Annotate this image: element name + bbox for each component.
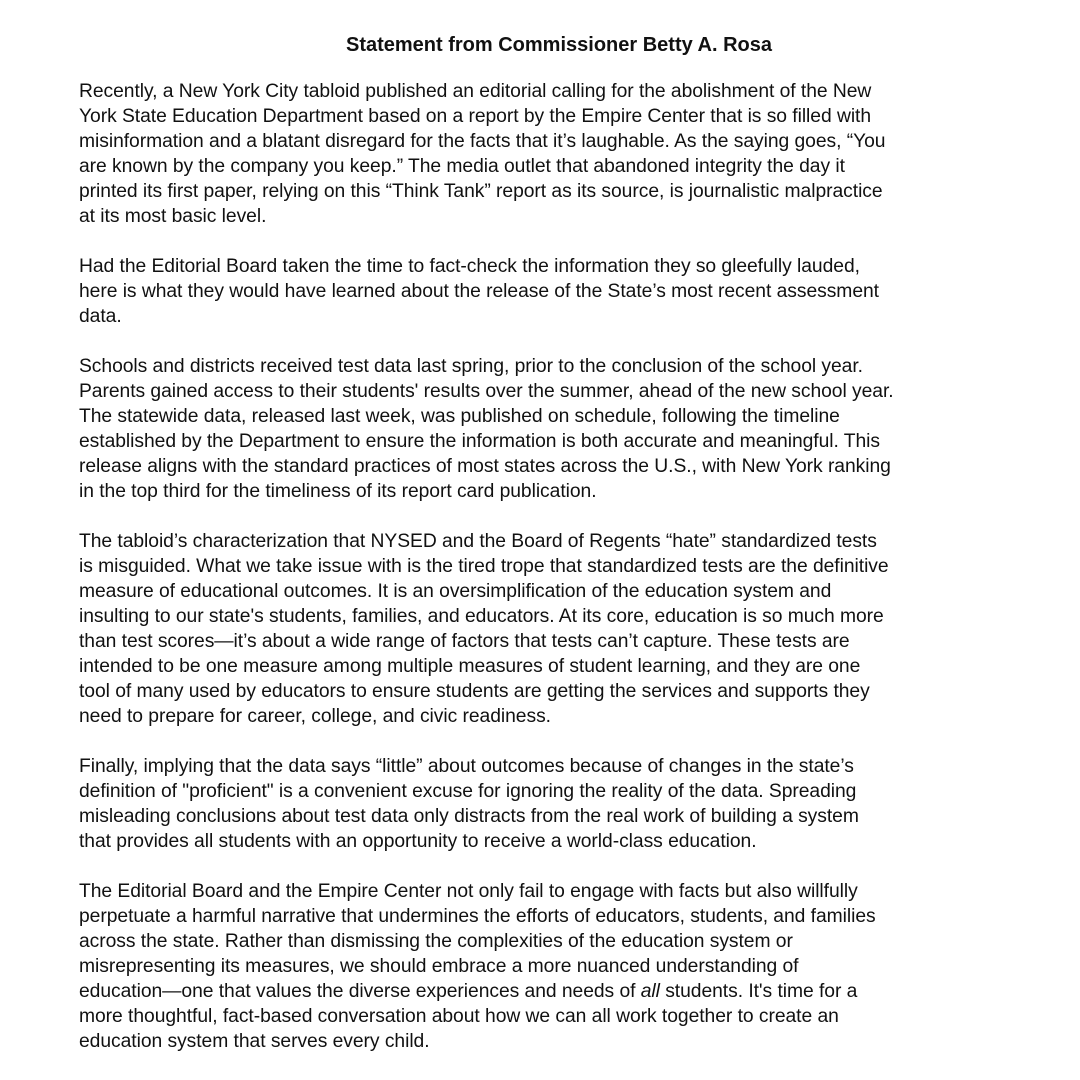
paragraph-5	[79, 754, 1014, 854]
paragraph-2-line-3: data.	[79, 306, 122, 327]
paragraph-4	[79, 529, 1014, 729]
paragraph-6-line-2: perpetuate a harmful narrative that undermines the efforts of educators, students, and families	[79, 906, 876, 927]
paragraph-1-line-3: misinformation and a blatant disregard for the facts that it’s laughable. As the saying goes, “You	[79, 131, 886, 152]
paragraph-4-line-7: tool of many used by educators to ensure students are getting the services and supports they	[79, 681, 870, 702]
paragraph-1	[79, 79, 1014, 229]
paragraph-5-line-2: definition of "proficient" is a convenient excuse for ignoring the reality of the data. Spreading	[79, 781, 857, 802]
paragraph-4-line-5: than test scores—it’s about a wide range of factors that tests can’t capture. These tests are	[79, 631, 850, 652]
paragraph-6-line-3: across the state. Rather than dismissing the complexities of the education system or	[79, 931, 793, 952]
paragraph-1-line-6: at its most basic level.	[79, 206, 267, 227]
statement-title: Statement from Commissioner Betty A. Rosa	[345, 34, 772, 56]
paragraph-6-line-5-after: students. It's time for a	[659, 981, 858, 1002]
paragraph-6-line-5-before: education—one that values the diverse experiences and needs of	[79, 981, 641, 1002]
paragraph-6-line-1: The Editorial Board and the Empire Center not only fail to engage with facts but also willfully	[79, 881, 858, 902]
paragraph-1-line-2: York State Education Department based on a report by the Empire Center that is so filled with	[79, 106, 872, 127]
paragraph-6	[79, 879, 1014, 1054]
paragraph-6-line-7: education system that serves every child.	[79, 1031, 430, 1052]
paragraph-6-line-5	[79, 979, 1014, 1004]
paragraph-2	[79, 254, 1014, 329]
paragraph-3-line-2: Parents gained access to their students' results over the summer, ahead of the new school year.	[79, 381, 894, 402]
paragraph-4-line-3: measure of educational outcomes. It is an oversimplification of the education system and	[79, 581, 832, 602]
paragraph-5-line-1: Finally, implying that the data says “little” about outcomes because of changes in the state’s	[79, 756, 854, 777]
paragraph-1-line-4: are known by the company you keep.” The media outlet that abandoned integrity the day it	[79, 156, 845, 177]
paragraph-2-line-1: Had the Editorial Board taken the time to fact-check the information they so gleefully lauded,	[79, 256, 860, 277]
paragraph-1-line-5: printed its first paper, relying on this “Think Tank” report as its source, is journalistic malpractice	[79, 181, 883, 202]
emphasis-all: all	[640, 981, 660, 1002]
paragraph-4-line-8: need to prepare for career, college, and civic readiness.	[79, 706, 551, 727]
paragraph-4-line-2: is misguided. What we take issue with is the tired trope that standardized tests are the definitive	[79, 556, 889, 577]
paragraph-5-line-4: that provides all students with an opportunity to receive a world-class education.	[79, 831, 757, 852]
paragraph-2-line-2: here is what they would have learned about the release of the State’s most recent assessment	[79, 281, 879, 302]
paragraph-3-line-6: in the top third for the timeliness of its report card publication.	[79, 481, 597, 502]
paragraph-6-line-4: misrepresenting its measures, we should embrace a more nuanced understanding of	[79, 956, 799, 977]
paragraph-4-line-4: insulting to our state's students, families, and educators. At its core, education is so much more	[79, 606, 884, 627]
statement-document	[79, 30, 1014, 1079]
paragraph-3-line-3: The statewide data, released last week, was published on schedule, following the timeline	[79, 406, 840, 427]
paragraph-1-line-1: Recently, a New York City tabloid published an editorial calling for the abolishment of the New	[79, 81, 872, 102]
paragraph-3-line-1: Schools and districts received test data last spring, prior to the conclusion of the school year.	[79, 356, 863, 377]
paragraph-4-line-1: The tabloid’s characterization that NYSED and the Board of Regents “hate” standardized tests	[79, 531, 877, 552]
paragraph-3	[79, 354, 1014, 504]
paragraph-4-line-6: intended to be one measure among multiple measures of student learning, and they are one	[79, 656, 861, 677]
paragraph-3-line-5: release aligns with the standard practices of most states across the U.S., with New York ranking	[79, 456, 891, 477]
paragraph-3-line-4: established by the Department to ensure the information is both accurate and meaningful. This	[79, 431, 880, 452]
paragraph-5-line-3: misleading conclusions about test data only distracts from the real work of building a system	[79, 806, 859, 827]
paragraph-6-line-6: more thoughtful, fact-based conversation about how we can all work together to create an	[79, 1006, 839, 1027]
